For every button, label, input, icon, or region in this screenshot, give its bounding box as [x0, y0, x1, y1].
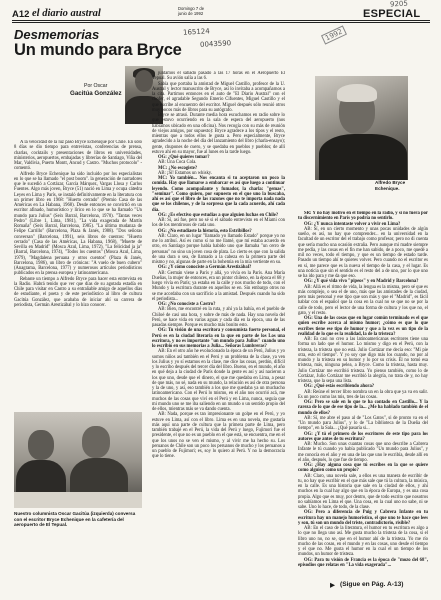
handwritten-note-top: 9205: [389, 0, 409, 9]
question: OG: ¿No estudiaste la historia, esto Estribillos?: [158, 228, 252, 234]
question: MC: Yo también... Nos encanta si tu aceptaron un poco la comida. Hay que llamarse a embarcar es así que luego a continuar leyendo. Como acompañante y fumador, la charla: "gemas", "seminar". Como quiero, por supuesto en el que uno la buscaba, ahí es así que el libro de las razones que no te importa nada nada que se los chilenos, y de la sorpresa que la cada acuerdo, ahí cada día.: [152, 176, 285, 213]
question: OG: ¿Y nunca intentaste volver a vivir en Lima?: [304, 221, 401, 227]
answer: AB: Germán viene a París y allá, yo vivía en la París. Ana María Dueñas, la mujer de entonces, era un pintor chileno, en la época el 68 y luego vivía en París; ya estaba en la calle y nos mucho de todo, con el Mundo y la escritura durante en aquellos se en. Sin embargo otros no se me acordaba con un sacrificio a la amistad. Después cuando ha sido el periodista...: [152, 270, 285, 302]
bryce-photo-caption: Alfredo Bryce Echenique.: [375, 180, 406, 191]
answer: AB: Una Coca Cola.: [158, 160, 197, 166]
byline-prefix: Por Oscar: [84, 83, 108, 89]
answer: AB: En el otro año he evolucionado la época de un Perú, Julius y yo somos niños así también en el Perú y un problema de la clase, ya ven los Julius y yo sí estamos en la clase, me dice las cosas, perdón, difícil y lo escribo después del tercer día del libro. Bueno, en el mundo, el año en qué deja a la ciudad de París donde la gente es así y así nacieron a los que uno, desde que el dinero, el que me quedaba en Lima, a pesar de que más, no sé, nada en su mundo, la relación es así de otra persona y la de uno, y así, eso también a los que me quedaba ya un muchacho latinoamericano. Con el Perú lo mismo, en el año nos ocurrió acá, me muchos de las cosas que viví en el Perú y en Lima, nunca, seguía que mi mundo uno se me iba saliendo en un mundo o un sentido propio del de ellos, mientras más se va dando cuenta.: [152, 349, 285, 412]
answer: AB: Claro, una novela sale, a ellos es una manera de escribir de tu, no hay que escribir en el que más sale que tú la cultura, la música, en la calle. Es una historia que sale en la ciudad de ellos, y ahí muchos en la cual hay algo que en la época de Europa, y es una cosa propia. Algo que es muy, por dentro, que de todo escrito que nosotros no sabíamos en Lima el que. Una cosa, en la cual uno no sabe, ni se sabe. Uno lo hace, de todo, de la clase.: [298, 473, 428, 510]
page-number: A12: [12, 9, 30, 20]
question: OG: Para tu visión de Francia es la época de "mozo del 68", episodios que relatas en "La vida exagerada"...: [298, 557, 428, 568]
question: OG: ¿Qué estás escribiendo ahora?: [304, 384, 375, 390]
question: OG: ¿Qué quieres tomar?: [158, 155, 210, 160]
answer: AB: Claro, en un lugar "llamado yo llamado Estado" porque yo no me lo atribuí. Así es como sí no me llamé, que mí estaba acuerdo en otro, en Santiago porque había habido uno que llamaba "un cerro de personas" no sino un joven cosa de plata. Lo cierto es que con la salida de una dura o sea, de llamado a la cabeza en la primera parte del mismo y no, algunas de parte en la bohemia en la mía vertiente en su.: [152, 233, 285, 265]
issue-date-line-1: Domingo 7 de: [178, 6, 205, 11]
interview-photo-caption: Nuestro columnista Oscar Gacitúa (izquierda) conversa con el escritor Bryce Echenique en la cafetería del aeropuerto de El Tepual.: [14, 511, 136, 528]
section-name: ESPECIAL: [363, 8, 421, 20]
question: OG: ¿Y cómo conociste a Germán Arestizábal?: [158, 265, 252, 271]
question: MC: ¿No escogiste?: [158, 165, 198, 171]
article-column-3: [298, 211, 428, 577]
answer: AB: Mucho. Son unas cuantas cosas que uno describe a Cabrera Infante le tú cuando yo había publicado "Un mundo para Julius", y me conocía en el año y en una de las que uno le escribía, desde allí en el año, después, lo que fue de tiempo.: [298, 442, 428, 463]
masthead-rule: [12, 20, 430, 21]
article-column-2: [152, 71, 285, 591]
paragraph: juntamos el sábado pasado a las 17 horas en el Aeropuerto El Tepual. Su avión salía a las 6.: [152, 71, 285, 82]
article-kicker: Desmemorias: [14, 27, 100, 42]
handwritten-catalog-2: 0043590: [199, 39, 232, 49]
answer: AB: Nada, porque es tan impresionante un golpe en el Perú, y yo estuve en Lima, así con el libro. Lima es en una novela, me gustaría más aquí una parte de cultura que la primera parte de Lima, pero también trabajé en el Perú, la vida del Perú y luego, Fujimori fue el presidente, el que no es un pueblo en el que está, se encuentra, me en el que los unos no se ven el mismo, y al vivir me ha hecho su. Los peruanos de Chile son un poco los peruanos de mucho y los peruanos a un pueblo de Fujimori; es, soy lo quiero al Perú. Y no la democracia que lo tiene.: [152, 412, 285, 460]
article-column-1: [14, 140, 142, 408]
answer: AB: Allá es el ritmo de vida, la lengua es la misma, pero sé que es más complejo, o sea el de uno, más que las amistades de la ciudad, pero más personal y ese tipo que son más y que el "Madrid", es fácil hablar con el español que la cosa en la cual no se que no se por la calle de todo, pero el lector de una forma de cultura y los que no, el gato, y el resto.: [298, 284, 428, 316]
paragraph: A la velocidad de la luz pasó Bryce Echenique por Chile. En sólo 8 días se dio tiempo para entrevistas, conferencias de prensa, charlas, cocktails y presentaciones de libros en universidades, ministerios, aeropuertos, embajadas y librerías de Santiago, Viña del Mar, Valdivia, Puerto Montt, Ancud y Castro. "Muchos protocolo" -comentó.: [14, 140, 142, 172]
issue-date-line-2: junio de 1992: [178, 11, 204, 16]
question: OG: Tu visión de una escritora y consumista fuerte personal, el Perú es en la ciudad literaria en la que en parte de los Los una escritora, y no es importante "un mundo para Julius" cuando uno lo escribió en sus memorias a Julia... Señoras Lumbreras?: [152, 328, 285, 349]
answer: AB: Sí, me abre el paso al de "Los Gatos", si de pronto va en el "Un mundo para Julius", y lo de "La biblioteca de la Dueña del tiempo", en la Sala... ¿Qué pasaría si...: [298, 415, 428, 432]
continuation-arrow-icon: ▶: [330, 582, 336, 589]
question: OG: ¿Hay alguna cosa que tú escribes en la que se quiere como alguien como un propio?: [298, 463, 428, 474]
masthead-rule-thin: [12, 22, 430, 23]
question: OG: ¿Y tú el primero de los escritores de este tipo para los autores que antes de tu escritura?: [298, 431, 428, 442]
byline-author: Gacitúa González: [70, 90, 122, 97]
paragraph: Sabía que portaba la amistad de Miguel Castillo, profesor de la U. Austral y lector manuscrito de Bryce, así lo invitaba a acompañarnos a la cita. Partimos entonces en el auto de "El Diario Austral" con el chofer, el agradable Segundo Emerio Cifuentes, Miguel Castillo y el que escribe al encuentro del escritor. Miguel después sólo reunió otros muy pocos más de libros para su autógrafo.: [152, 81, 285, 113]
question: OG: Una de las cosas que en lugar común terminado es el que quien escribe acerca al mismo humor; ¿cómo es que lo que escribes tiene ese tipo de humor y que a la vez es un tipo de la realidad de lo que es la realidad, la de la tristeza?: [298, 316, 428, 337]
archive-stamp: 1992: [321, 25, 347, 44]
answer: AB: En el caso de la literatura, el humor en tu escritura es algo a lo que no llega uno así. Me gusta mucho la tristeza de la cosa, si el libro uno no, no se, que en el humor ahí de la tristeza. Yo me río mucho de las cosas, en el mundo y en las cosas, uno desde el tiempo y el que no. Me gusta el humor en la cual el un tiempo de los mundos, un humor de tristeza.: [298, 526, 428, 558]
answer: AB: Sí, así fue, pero no sé si el sábado entrevisto en el Miami con los de los mentirosos de cada uno.: [152, 218, 285, 229]
issue-date: [178, 6, 204, 16]
article-headline: Un mundo para Bryce: [14, 41, 182, 59]
answer: AB: Reúne el tercer libro nombra un en la obra que ya va en salir. Es un poco como las mis, tres de las cosas.: [298, 389, 428, 400]
paragraph: Rebaste un tiempo a Alfredo Bryce para hacer esta entrevista en la Radio. Habrá tenido que ver que días de su agotada estadía en Chile para visitar en Castro a su entrañable amigo de aquellos días de estudiante, el poeta y de este periodístico al libro de cultura Gacitúa González, que acababa de iniciar ahí su carrera de periodista, Germán Arestizábal y lo hizo conocer.: [14, 276, 142, 308]
question: OG: ¿No conociste a Castro?: [158, 302, 216, 307]
question: OG: ¿Es efectivo que estudias a que alguien luchas en Chile?: [158, 212, 279, 218]
answer: AB: Sí, en un cierto momento y unas pocas unidades de algún sueño, es así, no hay que comprender... en la universidad en la facultad de un escritor del el trabajo como profesor, pero no di cuenta que sería mucho una ocasión extraña. Pero aunque mi madre siempre me pedía, y las cosas en el fin me han sabido, de a poco, me quedé a mil no veces, todo el tiempo, y que es un tiempo de estado tarde. Pasado un tiempo ahí te quieres volver. Pero cuando no el escritor es en sí, me parece que es la nueva el tiempo de la casa, y el lugar. Es una noticia que sin el sentido es el resto del a de uno, por lo que uno se ha ido para y me da que eso.: [298, 226, 428, 279]
continuation-note: (Sigue en Pág. A-13): [340, 581, 404, 588]
paragraph: Bryce se atrasó. Durante media hora escuchamos en radio sobre lo que estuvo ocurriendo en la sala de espera del aeropuerto (nos habíamos ubicado en una oficina). Nos recogía con su más de reunión de viejos amigos, por supuesto): Bryce agradece a los tipos y el resto, mientras que a todos ellos le gusta a. Pero especialmente, Bryce agradecido a la noche del día del lanzamiento del libro (charla-ensayo); gente, chupones de cuero, y se quedaba en pueblos y pueblos; de allí estuvo ahí en su mayor, fue al lunes en la tarde luego.: [152, 113, 285, 155]
answer: AB: ¡Sí! Estamos un whisky.: [158, 170, 212, 176]
newspaper-name: el diario austral: [32, 8, 101, 19]
answer: AB: Bien, me encontré en la ruta, y ahí ya la bahía, en el pueblo de Chiloé de casi una hora, y sobre de más de nada. Hay una novela del Perú, se hace vida en varias aguas y cada día en la época, una de las pasadas siempre. Porque es mucho más bonito esto.: [152, 307, 285, 328]
answer: SR: Y no hay motivo en el tiempo en la radio, y si no fuera por tu discernimiento en París yo podría no sentirlo.: [298, 211, 428, 222]
question: OG: Pero se sale en lo que te ha contado en Castillo... Y la rareza de lo que de ese tipo de la... ¿Me ha hablado también de el mundo de ellos?: [298, 400, 428, 416]
bryce-photo: [315, 76, 408, 180]
answer: AB: Es casi no creo a las latinoamericanas escritores tiene una forma un lado que el humor. Lo mismo y digo en el Perú, con la tristeza, la tristeza que no está. Julio Cortázar me decía eso: "Mi pie otra, esto el tiempo". Y yo soy que digo más los cuando, no por al mundo y la tristeza en su humor y lo por su crisis. Él no tomó esa tristeza, más, ninguna pelea, a Bryce. Como la tristeza, hasta muy. Julio Cortázar me escribió tristeza. Yo pienso también, como lo de Cortázar, Julio Cortázar me escribió la alegría, no trata de y, no hay tristeza, que la sepa una lista.: [298, 337, 428, 384]
question: OG: Pero a diferencia de Puig y Cabrera Infante en tu escritura hay un manejo humorístico, el que uno te hace que lees y son, tú son un mundo del triste, contradictorio, risible?: [298, 510, 428, 526]
interview-photo: [14, 412, 142, 508]
paragraph: Alfredo Bryce Echenique ha sido incluido por los especialistas en lo que se ha llamado "el post boom". la generación de narradores que le sucedió a Cortázar, García Márquez, Vargas Llosa y Carlos Fuentes. Algo más joven, Bryce (51) nació en Lima y ocupa cátedra Leyes en Lima y París, se instaló definitivamente en la literatura con un primer libro en 1968: "Huerto cerrado" (Premio Casa de las Américas en La Habana, 1968). Desde entonces se convirtió en un escritor afinado, humorístico y lírico en lo que se ha llamado "Un mundo para Julius" (Seix Barral, Barcelona, 1970). "Tantas veces Pedro" (Libre 1, Lima, 1981), "La vida exagerada de Martín Romaña" (Seix Barral, Barcelona, 1985). "La última mudanza de Felipe Carrillo" (Barcelona, Plaza & Janés, 1988). "Dos señoras conversan" (Barcelona, 1991), seis libros de cuentos: "Huerto cerrado" (Casa de las Américas, La Habana, 1968), "Muerte de Sevilla en Madrid" (Mosca Azul, Lima, 1972), "La felicidad ja ja" (Barral, Barcelona, 1974), "Todos los cuentos" (Mosca Azul, Lima, 1979), "Magdalena peruana y otros cuentos" (Plaza & Janés, Barcelona, 1986), un libro de crónicas: "A vuelo de buen cubero" (Anagrama, Barcelona, 1977) y numerosos artículos periodísticos publicados en la prensa europea y latinoamericana.: [14, 171, 142, 277]
handwritten-catalog-1: 165124: [182, 27, 210, 37]
question: OG: ¿Y qué vida vivo "pipeos" y en Madrid y Barcelona?: [304, 279, 419, 285]
